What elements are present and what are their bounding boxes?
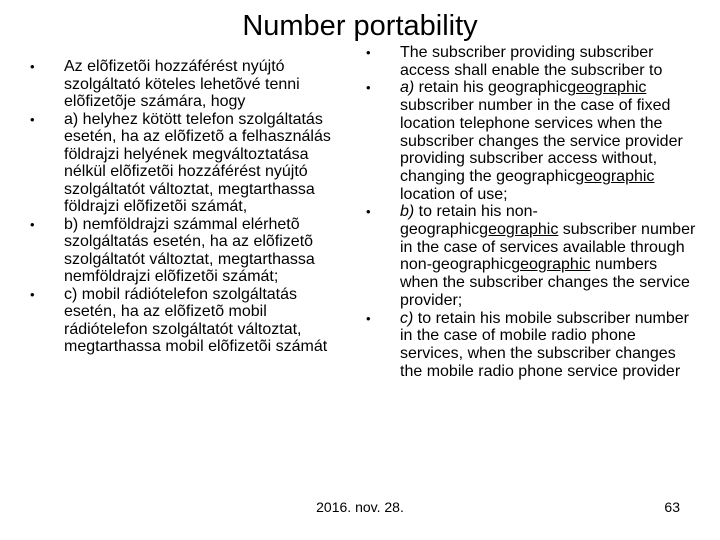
- item-label: b): [400, 203, 415, 221]
- text-segment: to retain his mobile subscriber number in the case of mobile radio phone services, when the subscriber changes the mobile radio phone service provider: [400, 309, 690, 380]
- underlined-word: geographic: [511, 256, 591, 274]
- list-item: [366, 203, 696, 309]
- english-text-list: [366, 44, 696, 380]
- footer-date: 2016. nov. 28.: [316, 499, 404, 515]
- underlined-word: geographic: [575, 167, 655, 185]
- list-item: [366, 310, 696, 381]
- bullet-icon: •: [366, 45, 371, 60]
- bullet-icon: •: [366, 80, 371, 96]
- bullet-icon: •: [30, 286, 35, 302]
- list-item-text: The subscriber providing subscriber access shall enable the subscriber to: [400, 44, 663, 79]
- slide-title: Number portability: [242, 10, 478, 42]
- page-number: 63: [664, 499, 680, 515]
- text-segment: subscriber number in the case of services available through non-geographic: [400, 221, 696, 274]
- bullet-icon: •: [30, 216, 35, 232]
- list-item-text: a) helyhez kötött telefon szolgáltatás esetén, ha az elõfizetõ a felhasználás földrajzi helyének megváltoztatása nélkül elõfizetõi hozzáférést nyújtó szolgáltatót változtat, megtarthassa földrajzi elõfizetõi számát,: [64, 110, 331, 215]
- list-item: [366, 44, 696, 79]
- text-segment: numbers when the subscriber changes the service provider;: [400, 256, 690, 309]
- bullet-icon: •: [30, 111, 35, 127]
- item-label: a): [400, 79, 415, 97]
- hungarian-text-list: [30, 58, 350, 356]
- list-item: [30, 111, 350, 216]
- text-segment: location of use;: [400, 185, 508, 203]
- bullet-icon: •: [366, 204, 371, 220]
- underlined-word: geographic: [567, 79, 647, 97]
- list-item: [30, 58, 350, 111]
- text-segment: to retain his non-geographic: [400, 203, 538, 239]
- list-item-text: Az elõfizetõi hozzáférést nyújtó szolgáltató köteles lehetõvé tenni elõfizetõje számára, hogy: [64, 58, 300, 110]
- list-item-text: b) nemföldrajzi számmal elérhetõ szolgáltatás esetén, ha az elõfizetõ szolgáltatót változtat, megtarthassa nemföldrajzi elõfizetõi számát;: [64, 215, 315, 285]
- list-item: [366, 79, 696, 203]
- list-item: [30, 216, 350, 286]
- list-item: [30, 286, 350, 356]
- bullet-icon: •: [30, 59, 35, 74]
- text-segment: retain his geographic: [414, 79, 568, 97]
- item-label: c): [400, 309, 414, 327]
- bullet-icon: •: [366, 310, 371, 326]
- underlined-word: geographic: [479, 221, 559, 239]
- list-item-text: c) mobil rádiótelefon szolgáltatás esetén, ha az elõfizetõ mobil rádiótelefon szolgáltatót változtat, megtarthassa mobil elõfizetõi számát: [64, 285, 328, 355]
- text-segment: subscriber number in the case of fixed location telephone services when the subscriber changes the service provider providing subscriber access without, changing the geographic: [400, 97, 683, 185]
